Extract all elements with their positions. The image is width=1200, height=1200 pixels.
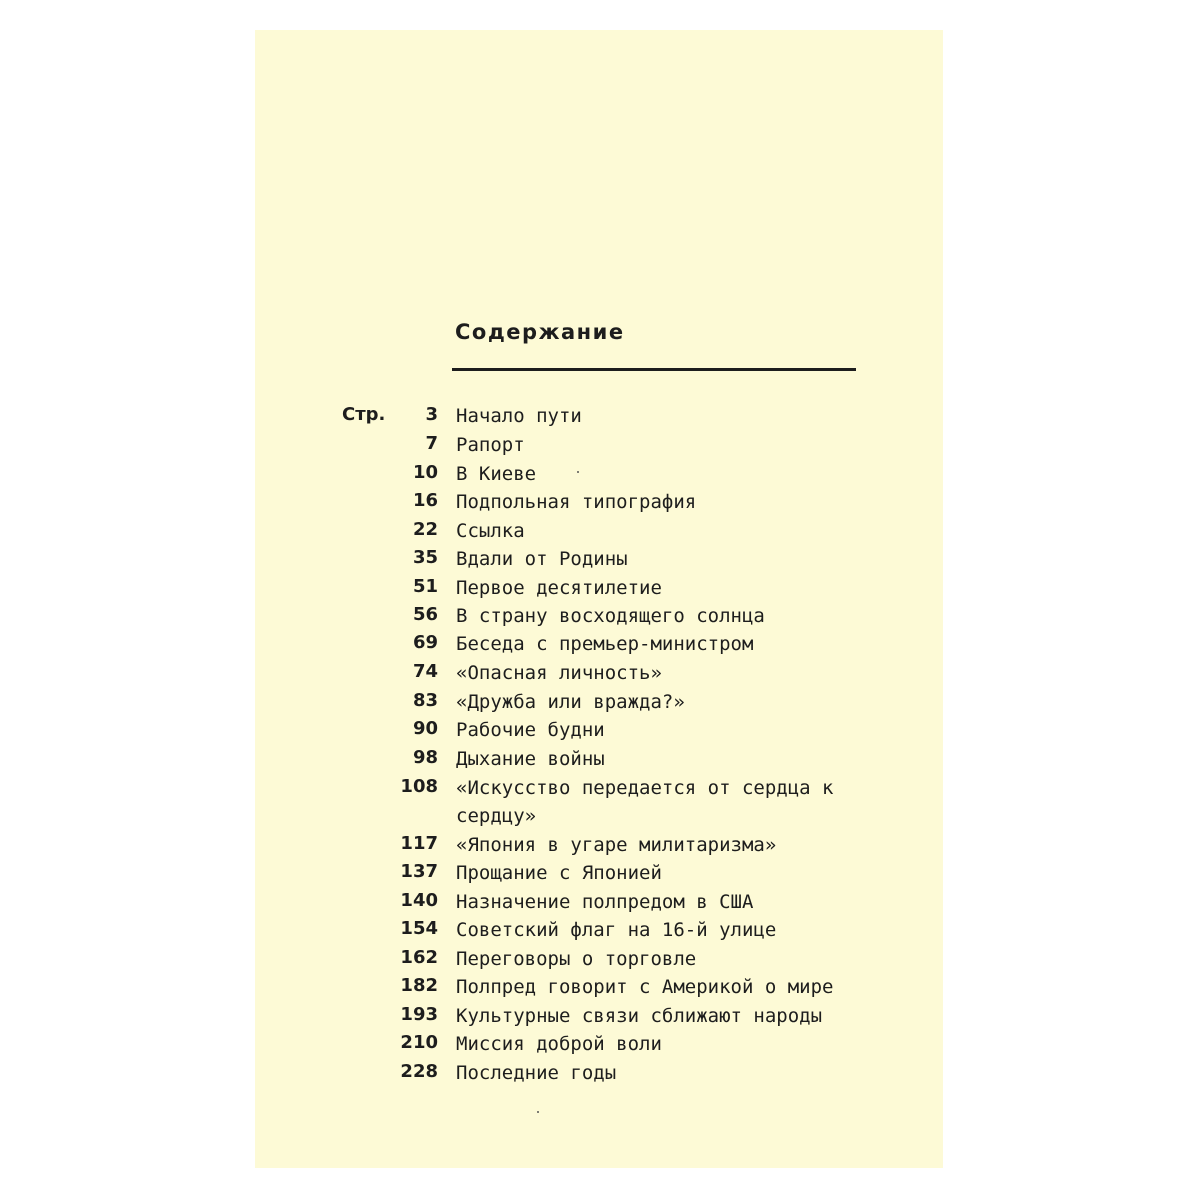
toc-entry xyxy=(255,686,943,714)
toc-entry xyxy=(255,772,943,828)
toc-entry xyxy=(255,886,943,914)
toc-page-number: 7 xyxy=(425,433,438,454)
toc-title: Прощание с Японией xyxy=(456,862,662,884)
page-title: Содержание xyxy=(455,320,625,344)
toc-page-number: 98 xyxy=(412,747,438,768)
toc-page-number: 10 xyxy=(412,462,438,483)
toc-page-number: 3 xyxy=(425,404,438,425)
toc-entry xyxy=(255,857,943,885)
toc-title: Переговоры о торговле xyxy=(456,948,697,970)
toc-entry xyxy=(255,1057,943,1085)
toc-title: Советский флаг на 16-й улице xyxy=(456,919,777,941)
toc-entry xyxy=(255,486,943,514)
toc-title: Миссия доброй воли xyxy=(456,1033,662,1055)
toc-title: «Искусство передается от сердца к сердцу» xyxy=(456,777,834,827)
toc-entry xyxy=(255,628,943,656)
toc-page-number: 16 xyxy=(412,490,438,511)
toc-title: Дыхание войны xyxy=(456,748,605,770)
toc-page-number: 182 xyxy=(400,975,438,996)
toc-page-number: 140 xyxy=(400,890,438,911)
toc-title: Вдали от Родины xyxy=(456,548,628,570)
toc-page-number: 117 xyxy=(400,833,438,854)
toc-entry xyxy=(255,743,943,771)
toc-entry xyxy=(255,458,943,486)
toc-entry xyxy=(255,714,943,742)
toc-title: Начало пути xyxy=(456,405,582,427)
toc-entry xyxy=(255,429,943,457)
toc-title: Рабочие будни xyxy=(456,719,605,741)
toc-page-number: 69 xyxy=(412,632,438,653)
toc-page-number: 154 xyxy=(400,918,438,939)
toc-page-number: 83 xyxy=(412,690,438,711)
toc-page-number: 210 xyxy=(400,1032,438,1053)
toc-title: «Япония в угаре милитаризма» xyxy=(456,834,777,856)
toc-page-number: 56 xyxy=(412,604,438,625)
book-page xyxy=(255,30,943,1168)
toc-title: Рапорт xyxy=(456,434,525,456)
toc-title: «Опасная личность» xyxy=(456,662,662,684)
toc-entry xyxy=(255,543,943,571)
toc-title: «Дружба или вражда?» xyxy=(456,691,685,713)
toc-page-number: 90 xyxy=(412,718,438,739)
toc-title: В страну восходящего солнца xyxy=(456,605,765,627)
toc-page-number: 108 xyxy=(400,776,438,797)
toc-title: Беседа с премьер-министром xyxy=(456,633,754,655)
toc-page-number: 51 xyxy=(412,576,438,597)
toc-page-number: 35 xyxy=(412,547,438,568)
toc-entry xyxy=(255,572,943,600)
toc-title: Ссылка xyxy=(456,520,525,542)
toc-entry xyxy=(255,657,943,685)
toc-entry xyxy=(255,829,943,857)
paper-speck xyxy=(537,1111,539,1113)
toc-page-number: 22 xyxy=(412,519,438,540)
toc-entry xyxy=(255,1000,943,1028)
toc-entry xyxy=(255,914,943,942)
toc-title: Культурные связи сближают народы xyxy=(456,1005,823,1027)
toc-title: Назначение полпредом в США xyxy=(456,891,754,913)
toc-title: Последние годы xyxy=(456,1062,617,1084)
toc-entry xyxy=(255,515,943,543)
toc-title: Подпольная типография xyxy=(456,491,697,513)
page-prefix: Стр. xyxy=(342,404,386,425)
toc-entry xyxy=(255,943,943,971)
paper-speck xyxy=(577,471,579,473)
title-rule xyxy=(452,368,856,371)
toc-title: Первое десятилетие xyxy=(456,577,662,599)
toc-title: В Киеве xyxy=(456,463,537,485)
toc-page-number: 228 xyxy=(400,1061,438,1082)
toc-page-number: 193 xyxy=(400,1004,438,1025)
toc-page-number: 137 xyxy=(400,861,438,882)
toc-title: Полпред говорит с Америкой о мире xyxy=(456,976,834,998)
toc-page-number: 74 xyxy=(412,661,438,682)
toc-entry xyxy=(255,971,943,999)
toc-entry xyxy=(255,600,943,628)
toc-page-number: 162 xyxy=(400,947,438,968)
toc-entry xyxy=(255,400,943,428)
toc-entry xyxy=(255,1028,943,1056)
